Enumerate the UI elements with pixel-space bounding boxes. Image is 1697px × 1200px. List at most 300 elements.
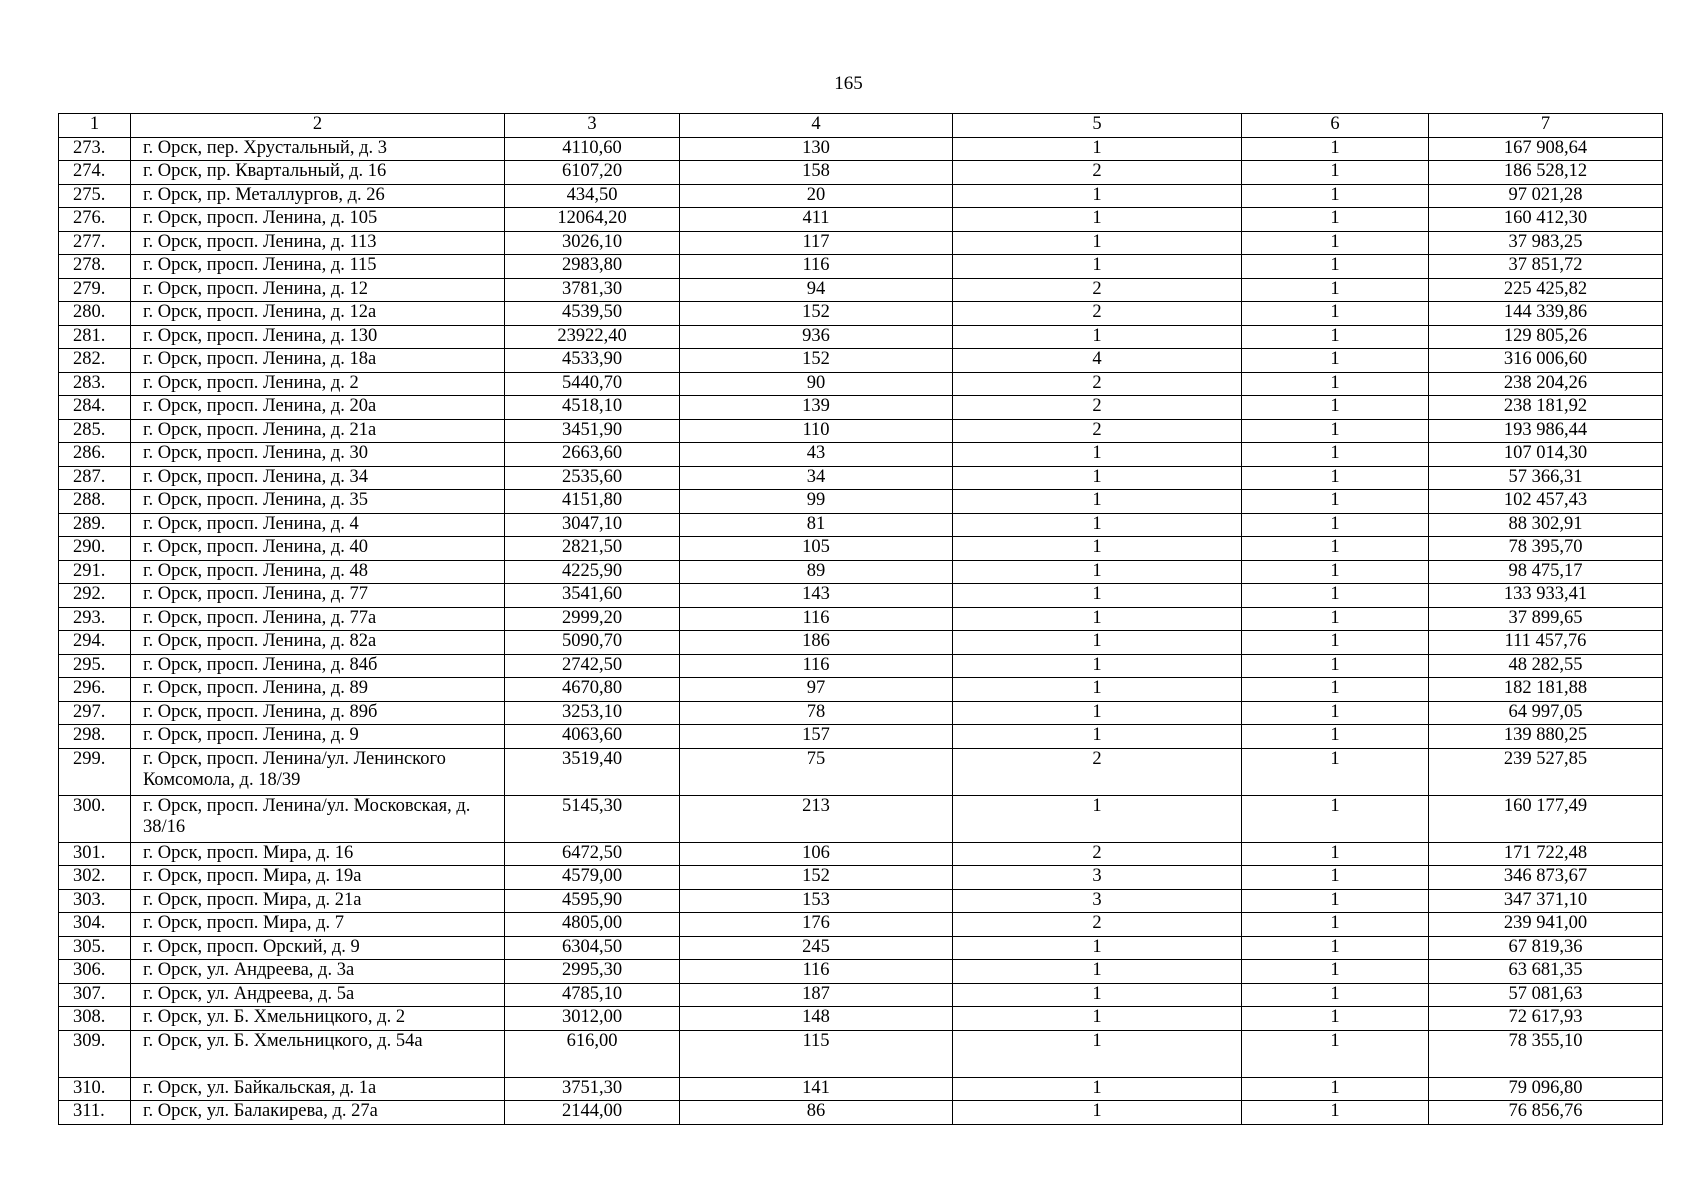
- column-header: 7: [1429, 114, 1663, 138]
- column-header: 6: [1242, 114, 1429, 138]
- row-number-cell: 294.: [59, 631, 131, 655]
- address-cell: г. Орск, просп. Ленина, д. 40: [131, 537, 505, 561]
- row-number-cell: 311.: [59, 1101, 131, 1125]
- total-area-cell: 2742,50: [505, 654, 680, 678]
- total-area-cell: 2144,00: [505, 1101, 680, 1125]
- residents-count-cell: 110: [680, 419, 953, 443]
- residents-count-cell: 117: [680, 231, 953, 255]
- amount-cell: 111 457,76: [1429, 631, 1663, 655]
- residents-count-cell: 130: [680, 137, 953, 161]
- row-number-cell: 301.: [59, 842, 131, 866]
- residents-count-cell: 245: [680, 936, 953, 960]
- table-row: [59, 184, 1663, 208]
- total-area-cell: 3751,30: [505, 1077, 680, 1101]
- address-cell: г. Орск, просп. Ленина, д. 77а: [131, 607, 505, 631]
- service-count-cell: 1: [1242, 795, 1429, 842]
- elevator-count-cell: 2: [953, 748, 1242, 795]
- elevator-count-cell: 1: [953, 1101, 1242, 1125]
- table-row: [59, 137, 1663, 161]
- total-area-cell: 4110,60: [505, 137, 680, 161]
- total-area-cell: 4785,10: [505, 983, 680, 1007]
- total-area-cell: 3253,10: [505, 701, 680, 725]
- total-area-cell: 4225,90: [505, 560, 680, 584]
- elevator-count-cell: 1: [953, 1007, 1242, 1031]
- table-row: [59, 936, 1663, 960]
- amount-cell: 225 425,82: [1429, 278, 1663, 302]
- total-area-cell: 2821,50: [505, 537, 680, 561]
- amount-cell: 316 006,60: [1429, 349, 1663, 373]
- residents-count-cell: 152: [680, 302, 953, 326]
- table-row: [59, 889, 1663, 913]
- amount-cell: 133 933,41: [1429, 584, 1663, 608]
- table-row: [59, 372, 1663, 396]
- table-row: [59, 678, 1663, 702]
- elevator-count-cell: 2: [953, 396, 1242, 420]
- address-cell: г. Орск, просп. Ленина, д. 84б: [131, 654, 505, 678]
- row-number-cell: 309.: [59, 1030, 131, 1077]
- service-count-cell: 1: [1242, 208, 1429, 232]
- service-count-cell: 1: [1242, 913, 1429, 937]
- address-cell: г. Орск, просп. Ленина, д. 82а: [131, 631, 505, 655]
- row-number-cell: 310.: [59, 1077, 131, 1101]
- residents-count-cell: 97: [680, 678, 953, 702]
- address-cell: г. Орск, просп. Ленина, д. 18а: [131, 349, 505, 373]
- elevator-count-cell: 1: [953, 560, 1242, 584]
- total-area-cell: 3012,00: [505, 1007, 680, 1031]
- address-cell: г. Орск, ул. Б. Хмельницкого, д. 2: [131, 1007, 505, 1031]
- elevator-count-cell: 2: [953, 161, 1242, 185]
- row-number-cell: 286.: [59, 443, 131, 467]
- residents-count-cell: 158: [680, 161, 953, 185]
- table-row: [59, 913, 1663, 937]
- total-area-cell: 4579,00: [505, 866, 680, 890]
- elevator-count-cell: 1: [953, 1030, 1242, 1077]
- elevator-count-cell: 1: [953, 255, 1242, 279]
- service-count-cell: 1: [1242, 278, 1429, 302]
- elevator-count-cell: 1: [953, 443, 1242, 467]
- amount-cell: 347 371,10: [1429, 889, 1663, 913]
- amount-cell: 37 851,72: [1429, 255, 1663, 279]
- page-number: 165: [834, 73, 863, 94]
- residents-count-cell: 187: [680, 983, 953, 1007]
- total-area-cell: 2995,30: [505, 960, 680, 984]
- amount-cell: 346 873,67: [1429, 866, 1663, 890]
- residents-count-cell: 86: [680, 1101, 953, 1125]
- table-row: [59, 396, 1663, 420]
- amount-cell: 79 096,80: [1429, 1077, 1663, 1101]
- elevator-count-cell: 1: [953, 983, 1242, 1007]
- residents-count-cell: 139: [680, 396, 953, 420]
- row-number-cell: 296.: [59, 678, 131, 702]
- residents-count-cell: 213: [680, 795, 953, 842]
- service-count-cell: 1: [1242, 842, 1429, 866]
- total-area-cell: 4670,80: [505, 678, 680, 702]
- table-row: [59, 419, 1663, 443]
- residents-count-cell: 153: [680, 889, 953, 913]
- address-cell: г. Орск, просп. Ленина, д. 12а: [131, 302, 505, 326]
- table-row: [59, 748, 1663, 795]
- table-row: [59, 795, 1663, 842]
- amount-cell: 64 997,05: [1429, 701, 1663, 725]
- amount-cell: 63 681,35: [1429, 960, 1663, 984]
- total-area-cell: 4151,80: [505, 490, 680, 514]
- amount-cell: 57 081,63: [1429, 983, 1663, 1007]
- amount-cell: 88 302,91: [1429, 513, 1663, 537]
- amount-cell: 239 941,00: [1429, 913, 1663, 937]
- total-area-cell: 4518,10: [505, 396, 680, 420]
- column-header: 2: [131, 114, 505, 138]
- table-row: [59, 701, 1663, 725]
- table-row: [59, 560, 1663, 584]
- elevator-count-cell: 1: [953, 631, 1242, 655]
- amount-cell: 238 204,26: [1429, 372, 1663, 396]
- table-row: [59, 1101, 1663, 1125]
- address-cell: г. Орск, пер. Хрустальный, д. 3: [131, 137, 505, 161]
- table-row: [59, 208, 1663, 232]
- amount-cell: 37 899,65: [1429, 607, 1663, 631]
- table-row: [59, 255, 1663, 279]
- row-number-cell: 308.: [59, 1007, 131, 1031]
- elevator-count-cell: 1: [953, 607, 1242, 631]
- row-number-cell: 299.: [59, 748, 131, 795]
- service-count-cell: 1: [1242, 396, 1429, 420]
- total-area-cell: 5090,70: [505, 631, 680, 655]
- residents-count-cell: 78: [680, 701, 953, 725]
- service-count-cell: 1: [1242, 725, 1429, 749]
- address-cell: г. Орск, просп. Мира, д. 19а: [131, 866, 505, 890]
- service-count-cell: 1: [1242, 678, 1429, 702]
- row-number-cell: 277.: [59, 231, 131, 255]
- address-cell: г. Орск, просп. Ленина, д. 113: [131, 231, 505, 255]
- residents-count-cell: 116: [680, 607, 953, 631]
- table-row: [59, 842, 1663, 866]
- elevator-count-cell: 1: [953, 325, 1242, 349]
- row-number-cell: 278.: [59, 255, 131, 279]
- amount-cell: 186 528,12: [1429, 161, 1663, 185]
- address-cell: г. Орск, просп. Мира, д. 7: [131, 913, 505, 937]
- elevator-count-cell: 1: [953, 513, 1242, 537]
- elevator-count-cell: 1: [953, 537, 1242, 561]
- table-row: [59, 443, 1663, 467]
- address-cell: г. Орск, просп. Мира, д. 16: [131, 842, 505, 866]
- total-area-cell: 6107,20: [505, 161, 680, 185]
- service-count-cell: 1: [1242, 866, 1429, 890]
- table-row: [59, 325, 1663, 349]
- total-area-cell: 12064,20: [505, 208, 680, 232]
- table-row: [59, 231, 1663, 255]
- amount-cell: 102 457,43: [1429, 490, 1663, 514]
- total-area-cell: 5145,30: [505, 795, 680, 842]
- address-cell: г. Орск, ул. Балакирева, д. 27а: [131, 1101, 505, 1125]
- table-row: [59, 466, 1663, 490]
- elevator-count-cell: 3: [953, 866, 1242, 890]
- amount-cell: 139 880,25: [1429, 725, 1663, 749]
- address-cell: г. Орск, просп. Ленина, д. 89б: [131, 701, 505, 725]
- row-number-cell: 280.: [59, 302, 131, 326]
- elevator-count-cell: 1: [953, 1077, 1242, 1101]
- table-body: [59, 114, 1663, 1125]
- total-area-cell: 3541,60: [505, 584, 680, 608]
- service-count-cell: 1: [1242, 654, 1429, 678]
- amount-cell: 160 177,49: [1429, 795, 1663, 842]
- address-cell: г. Орск, просп. Ленина/ул. Ленинского Комсомола, д. 18/39: [131, 748, 505, 795]
- service-count-cell: 1: [1242, 137, 1429, 161]
- address-cell: г. Орск, просп. Ленина, д. 34: [131, 466, 505, 490]
- elevator-count-cell: 1: [953, 184, 1242, 208]
- row-number-cell: 305.: [59, 936, 131, 960]
- total-area-cell: 2999,20: [505, 607, 680, 631]
- service-count-cell: 1: [1242, 1030, 1429, 1077]
- row-number-cell: 304.: [59, 913, 131, 937]
- table-row: [59, 513, 1663, 537]
- residents-count-cell: 34: [680, 466, 953, 490]
- row-number-cell: 298.: [59, 725, 131, 749]
- service-count-cell: 1: [1242, 349, 1429, 373]
- residents-count-cell: 176: [680, 913, 953, 937]
- service-count-cell: 1: [1242, 325, 1429, 349]
- residents-count-cell: 157: [680, 725, 953, 749]
- residents-count-cell: 152: [680, 349, 953, 373]
- row-number-cell: 307.: [59, 983, 131, 1007]
- row-number-cell: 295.: [59, 654, 131, 678]
- total-area-cell: 6304,50: [505, 936, 680, 960]
- row-number-cell: 306.: [59, 960, 131, 984]
- total-area-cell: 2983,80: [505, 255, 680, 279]
- residents-count-cell: 148: [680, 1007, 953, 1031]
- elevator-count-cell: 2: [953, 278, 1242, 302]
- amount-cell: 78 395,70: [1429, 537, 1663, 561]
- residents-count-cell: 115: [680, 1030, 953, 1077]
- elevator-count-cell: 2: [953, 419, 1242, 443]
- total-area-cell: 4805,00: [505, 913, 680, 937]
- table-row: [59, 278, 1663, 302]
- amount-cell: 72 617,93: [1429, 1007, 1663, 1031]
- address-cell: г. Орск, просп. Ленина, д. 115: [131, 255, 505, 279]
- row-number-cell: 281.: [59, 325, 131, 349]
- service-count-cell: 1: [1242, 631, 1429, 655]
- residents-count-cell: 99: [680, 490, 953, 514]
- address-cell: г. Орск, просп. Ленина, д. 20а: [131, 396, 505, 420]
- total-area-cell: 5440,70: [505, 372, 680, 396]
- address-cell: г. Орск, просп. Ленина, д. 77: [131, 584, 505, 608]
- housing-register-table: [58, 113, 1663, 1125]
- total-area-cell: 434,50: [505, 184, 680, 208]
- elevator-count-cell: 2: [953, 372, 1242, 396]
- row-number-cell: 282.: [59, 349, 131, 373]
- amount-cell: 171 722,48: [1429, 842, 1663, 866]
- row-number-cell: 287.: [59, 466, 131, 490]
- address-cell: г. Орск, просп. Орский, д. 9: [131, 936, 505, 960]
- elevator-count-cell: 1: [953, 960, 1242, 984]
- residents-count-cell: 152: [680, 866, 953, 890]
- service-count-cell: 1: [1242, 1007, 1429, 1031]
- table-row: [59, 537, 1663, 561]
- total-area-cell: 3519,40: [505, 748, 680, 795]
- column-number-row: [59, 114, 1663, 138]
- service-count-cell: 1: [1242, 419, 1429, 443]
- table-row: [59, 607, 1663, 631]
- service-count-cell: 1: [1242, 231, 1429, 255]
- address-cell: г. Орск, просп. Ленина/ул. Московская, д. 38/16: [131, 795, 505, 842]
- service-count-cell: 1: [1242, 936, 1429, 960]
- row-number-cell: 289.: [59, 513, 131, 537]
- row-number-cell: 288.: [59, 490, 131, 514]
- service-count-cell: 1: [1242, 748, 1429, 795]
- row-number-cell: 285.: [59, 419, 131, 443]
- table-row: [59, 1077, 1663, 1101]
- elevator-count-cell: 2: [953, 302, 1242, 326]
- residents-count-cell: 89: [680, 560, 953, 584]
- amount-cell: 144 339,86: [1429, 302, 1663, 326]
- service-count-cell: 1: [1242, 490, 1429, 514]
- table-row: [59, 161, 1663, 185]
- total-area-cell: 4539,50: [505, 302, 680, 326]
- elevator-count-cell: 1: [953, 466, 1242, 490]
- residents-count-cell: 936: [680, 325, 953, 349]
- row-number-cell: 283.: [59, 372, 131, 396]
- column-header: 5: [953, 114, 1242, 138]
- table-row: [59, 654, 1663, 678]
- elevator-count-cell: 1: [953, 678, 1242, 702]
- elevator-count-cell: 1: [953, 208, 1242, 232]
- amount-cell: 48 282,55: [1429, 654, 1663, 678]
- elevator-count-cell: 1: [953, 701, 1242, 725]
- address-cell: г. Орск, просп. Ленина, д. 21а: [131, 419, 505, 443]
- address-cell: г. Орск, просп. Ленина, д. 12: [131, 278, 505, 302]
- address-cell: г. Орск, ул. Андреева, д. 3а: [131, 960, 505, 984]
- service-count-cell: 1: [1242, 443, 1429, 467]
- service-count-cell: 1: [1242, 184, 1429, 208]
- table-row: [59, 960, 1663, 984]
- amount-cell: 37 983,25: [1429, 231, 1663, 255]
- elevator-count-cell: 1: [953, 584, 1242, 608]
- service-count-cell: 1: [1242, 513, 1429, 537]
- row-number-cell: 300.: [59, 795, 131, 842]
- amount-cell: 182 181,88: [1429, 678, 1663, 702]
- service-count-cell: 1: [1242, 889, 1429, 913]
- service-count-cell: 1: [1242, 584, 1429, 608]
- residents-count-cell: 105: [680, 537, 953, 561]
- elevator-count-cell: 1: [953, 936, 1242, 960]
- elevator-count-cell: 3: [953, 889, 1242, 913]
- total-area-cell: 616,00: [505, 1030, 680, 1077]
- amount-cell: 160 412,30: [1429, 208, 1663, 232]
- address-cell: г. Орск, просп. Ленина, д. 30: [131, 443, 505, 467]
- residents-count-cell: 94: [680, 278, 953, 302]
- amount-cell: 193 986,44: [1429, 419, 1663, 443]
- total-area-cell: 4595,90: [505, 889, 680, 913]
- row-number-cell: 302.: [59, 866, 131, 890]
- total-area-cell: 3026,10: [505, 231, 680, 255]
- table-row: [59, 349, 1663, 373]
- service-count-cell: 1: [1242, 701, 1429, 725]
- row-number-cell: 273.: [59, 137, 131, 161]
- row-number-cell: 293.: [59, 607, 131, 631]
- address-cell: г. Орск, просп. Ленина, д. 9: [131, 725, 505, 749]
- residents-count-cell: 116: [680, 255, 953, 279]
- residents-count-cell: 81: [680, 513, 953, 537]
- row-number-cell: 290.: [59, 537, 131, 561]
- table-row: [59, 631, 1663, 655]
- service-count-cell: 1: [1242, 1077, 1429, 1101]
- table-row: [59, 302, 1663, 326]
- service-count-cell: 1: [1242, 161, 1429, 185]
- residents-count-cell: 75: [680, 748, 953, 795]
- elevator-count-cell: 1: [953, 231, 1242, 255]
- amount-cell: 67 819,36: [1429, 936, 1663, 960]
- table-row: [59, 490, 1663, 514]
- total-area-cell: 2535,60: [505, 466, 680, 490]
- elevator-count-cell: 2: [953, 842, 1242, 866]
- residents-count-cell: 411: [680, 208, 953, 232]
- row-number-cell: 274.: [59, 161, 131, 185]
- table-row: [59, 866, 1663, 890]
- amount-cell: 167 908,64: [1429, 137, 1663, 161]
- amount-cell: 239 527,85: [1429, 748, 1663, 795]
- address-cell: г. Орск, ул. Байкальская, д. 1а: [131, 1077, 505, 1101]
- service-count-cell: 1: [1242, 960, 1429, 984]
- address-cell: г. Орск, ул. Андреева, д. 5а: [131, 983, 505, 1007]
- address-cell: г. Орск, просп. Ленина, д. 89: [131, 678, 505, 702]
- total-area-cell: 6472,50: [505, 842, 680, 866]
- amount-cell: 98 475,17: [1429, 560, 1663, 584]
- row-number-cell: 284.: [59, 396, 131, 420]
- row-number-cell: 275.: [59, 184, 131, 208]
- address-cell: г. Орск, ул. Б. Хмельницкого, д. 54а: [131, 1030, 505, 1077]
- address-cell: г. Орск, просп. Ленина, д. 2: [131, 372, 505, 396]
- service-count-cell: 1: [1242, 560, 1429, 584]
- address-cell: г. Орск, просп. Ленина, д. 48: [131, 560, 505, 584]
- residents-count-cell: 43: [680, 443, 953, 467]
- row-number-cell: 291.: [59, 560, 131, 584]
- amount-cell: 57 366,31: [1429, 466, 1663, 490]
- amount-cell: 238 181,92: [1429, 396, 1663, 420]
- amount-cell: 78 355,10: [1429, 1030, 1663, 1077]
- elevator-count-cell: 2: [953, 913, 1242, 937]
- total-area-cell: 4063,60: [505, 725, 680, 749]
- address-cell: г. Орск, просп. Ленина, д. 130: [131, 325, 505, 349]
- amount-cell: 97 021,28: [1429, 184, 1663, 208]
- address-cell: г. Орск, просп. Ленина, д. 105: [131, 208, 505, 232]
- elevator-count-cell: 1: [953, 795, 1242, 842]
- column-header: 3: [505, 114, 680, 138]
- residents-count-cell: 116: [680, 960, 953, 984]
- row-number-cell: 297.: [59, 701, 131, 725]
- row-number-cell: 303.: [59, 889, 131, 913]
- table-row: [59, 1030, 1663, 1077]
- elevator-count-cell: 1: [953, 137, 1242, 161]
- amount-cell: 129 805,26: [1429, 325, 1663, 349]
- address-cell: г. Орск, пр. Квартальный, д. 16: [131, 161, 505, 185]
- table-row: [59, 725, 1663, 749]
- service-count-cell: 1: [1242, 537, 1429, 561]
- residents-count-cell: 143: [680, 584, 953, 608]
- service-count-cell: 1: [1242, 466, 1429, 490]
- elevator-count-cell: 1: [953, 725, 1242, 749]
- table-row: [59, 983, 1663, 1007]
- total-area-cell: 2663,60: [505, 443, 680, 467]
- row-number-cell: 276.: [59, 208, 131, 232]
- residents-count-cell: 141: [680, 1077, 953, 1101]
- service-count-cell: 1: [1242, 255, 1429, 279]
- total-area-cell: 4533,90: [505, 349, 680, 373]
- total-area-cell: 3781,30: [505, 278, 680, 302]
- elevator-count-cell: 4: [953, 349, 1242, 373]
- address-cell: г. Орск, просп. Ленина, д. 35: [131, 490, 505, 514]
- column-header: 4: [680, 114, 953, 138]
- total-area-cell: 3451,90: [505, 419, 680, 443]
- residents-count-cell: 186: [680, 631, 953, 655]
